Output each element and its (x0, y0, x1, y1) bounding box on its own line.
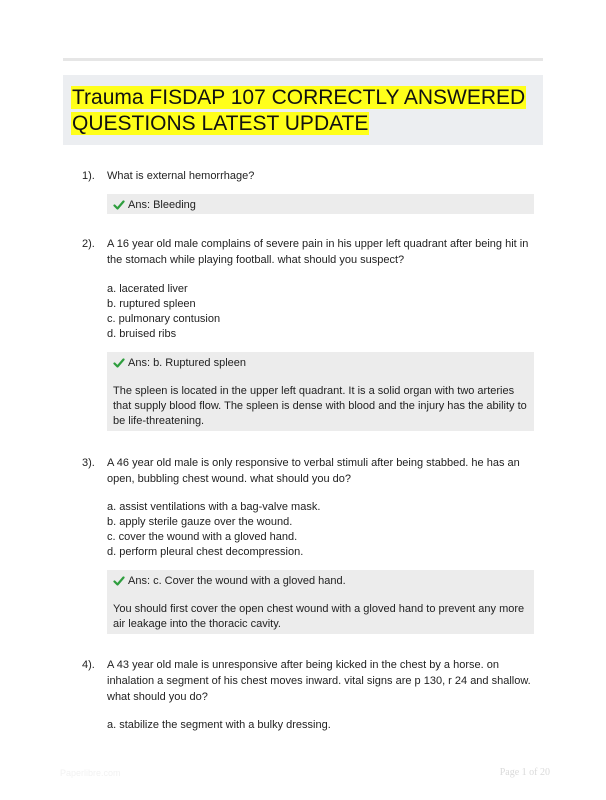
answer-line (113, 573, 346, 589)
options-list (107, 499, 537, 559)
top-divider (63, 58, 543, 61)
question-3 (63, 455, 543, 640)
option-item: a. assist ventilations with a bag-valve mask. (107, 501, 321, 513)
question-text: A 46 year old male is only responsive to verbal stimuli after being stabbed. he has an open, bubbling chest wound. what should you do? (107, 457, 520, 485)
answer-box (107, 570, 534, 634)
option-item: a. lacerated liver (107, 283, 188, 295)
title-banner (63, 75, 543, 145)
answer-box (107, 352, 534, 431)
page-number: Page 1 of 20 (499, 767, 550, 778)
footer-watermark: Paperlibre.com (60, 768, 121, 778)
option-item: d. perform pleural chest decompression. (107, 546, 304, 558)
question-number: 4). (82, 659, 95, 671)
answer-text: Ans: Bleeding (128, 199, 196, 211)
options-list (107, 717, 537, 732)
question-number: 2). (82, 238, 95, 250)
answer-text: Ans: b. Ruptured spleen (128, 357, 247, 369)
options-list (107, 281, 537, 341)
question-text: A 43 year old male is unresponsive after being kicked in the chest by a horse. on inhalation a segment of his chest moves inward. vital signs are p 130, r 24 and shallow. what should you do? (107, 659, 531, 703)
question-2 (63, 236, 543, 436)
option-item: c. pulmonary contusion (107, 313, 221, 325)
option-item: b. ruptured spleen (107, 298, 196, 310)
option-item: c. cover the wound with a gloved hand. (107, 531, 298, 543)
option-item: a. stabilize the segment with a bulky dressing. (107, 719, 331, 731)
page-title (71, 85, 541, 137)
question-number: 1). (82, 170, 95, 182)
question-1 (63, 168, 543, 218)
answer-text: Ans: c. Cover the wound with a gloved hand. (128, 575, 346, 587)
answer-line (113, 355, 246, 371)
answer-box (107, 194, 534, 214)
answer-line (113, 197, 196, 213)
question-text: A 16 year old male complains of severe pain in his upper left quadrant after being hit in the stomach while playing football. what should you suspect? (107, 238, 529, 266)
option-item: b. apply sterile gauze over the wound. (107, 516, 293, 528)
check-icon (113, 357, 125, 369)
question-4 (63, 657, 543, 737)
title-highlight: Trauma FISDAP 107 CORRECTLY ANSWERED QUESTIONS LATEST UPDATE (72, 86, 526, 135)
check-icon (113, 575, 125, 587)
check-icon (113, 199, 125, 211)
question-text: What is external hemorrhage? (107, 170, 255, 182)
answer-explanation: The spleen is located in the upper left quadrant. It is a solid organ with two arteries that supply blood flow. The spleen is dense with blood and the injury has the ability to be life-threatening. (113, 385, 527, 427)
answer-explanation: You should first cover the open chest wound with a gloved hand to prevent any more air leakage into the thoracic cavity. (113, 603, 525, 630)
option-item: d. bruised ribs (107, 328, 177, 340)
question-number: 3). (82, 457, 95, 469)
